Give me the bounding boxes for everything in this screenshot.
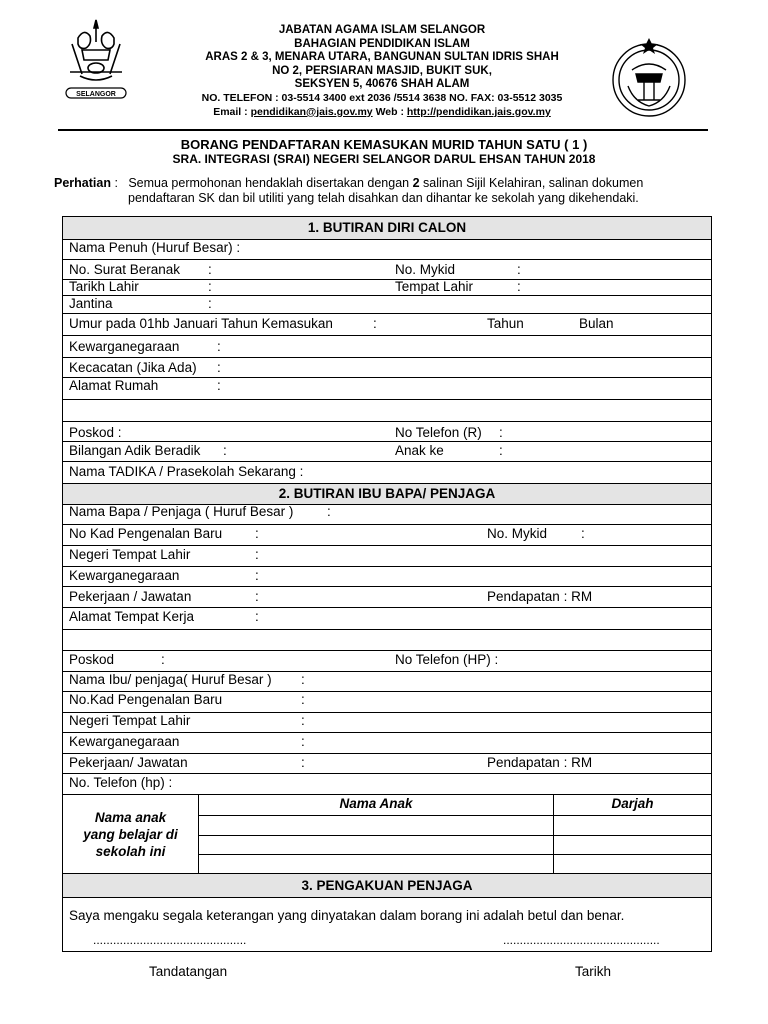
- field-alamat-rumah[interactable]: Alamat Rumah :: [63, 377, 711, 399]
- field-tarikh-tempat-lahir[interactable]: Tarikh Lahir : Tempat Lahir :: [63, 279, 711, 295]
- field-poskod-telefon-r[interactable]: Poskod : No Telefon (R) :: [63, 421, 711, 441]
- child-row-2-nama[interactable]: [199, 836, 553, 854]
- address-line-2: NO 2, PERSIARAN MASJID, BUKIT SUK,: [272, 64, 492, 77]
- child-row-3-darjah[interactable]: [554, 855, 711, 873]
- field-kp-ibu[interactable]: No.Kad Pengenalan Baru :: [63, 691, 711, 712]
- dept-name: BAHAGIAN PENDIDIKAN ISLAM: [294, 37, 470, 50]
- field-nama-bapa[interactable]: Nama Bapa / Penjaga ( Huruf Besar ) :: [63, 504, 711, 524]
- field-kewarganegaraan[interactable]: Kewarganegaraan :: [63, 335, 711, 357]
- child-row-2-darjah[interactable]: [554, 836, 711, 854]
- section-3-header: 3. PENGAKUAN PENJAGA: [63, 873, 711, 897]
- field-telefon-hp-ibu[interactable]: No. Telefon (hp) :: [63, 773, 711, 794]
- form-title: [0, 137, 768, 167]
- registration-form: [62, 216, 712, 979]
- field-pekerjaan-ibu[interactable]: Pekerjaan/ Jawatan : Pendapatan : RM: [63, 753, 711, 773]
- address-line-3: SEKSYEN 5, 40676 SHAH ALAM: [294, 78, 470, 91]
- org-name: JABATAN AGAMA ISLAM SELANGOR: [278, 24, 486, 36]
- date-line[interactable]: ...............................................: [503, 933, 660, 947]
- children-label: Nama anak yang belajar di sekolah ini: [83, 809, 178, 859]
- field-adik-anak-ke[interactable]: Bilangan Adik Beradik : Anak ke :: [63, 441, 711, 461]
- declaration-text: Saya mengaku segala keterangan yang dinyatakan dalam borang ini adalah betul dan benar.: [69, 908, 625, 923]
- title-line-2: SRA. INTEGRASI (SRAI) NEGERI SELANGOR DARUL EHSAN TAHUN 2018: [172, 152, 596, 166]
- field-negeri-ibu[interactable]: Negeri Tempat Lahir :: [63, 712, 711, 732]
- field-warga-bapa[interactable]: Kewarganegaraan :: [63, 566, 711, 586]
- field-tadika[interactable]: Nama TADIKA / Prasekolah Sekarang :: [63, 461, 711, 483]
- phone-fax: NO. TELEFON : 03-5514 3400 ext 2036 /5514 3638 NO. FAX: 03-5512 3035: [201, 91, 563, 104]
- title-line-1: BORANG PENDAFTARAN KEMASUKAN MURID TAHUN SATU ( 1 ): [180, 137, 588, 152]
- field-alamat-rumah-line-2[interactable]: [63, 399, 711, 421]
- declaration-area: [63, 897, 711, 951]
- field-negeri-bapa[interactable]: Negeri Tempat Lahir :: [63, 545, 711, 566]
- web-link[interactable]: http://pendidikan.jais.gov.my: [406, 105, 551, 118]
- notice-line-2: pendaftaran SK dan bil utiliti yang telah disahkan dan dihantar ke sekolah yang dikehendaki.: [128, 191, 639, 205]
- date-label: Tarikh: [575, 964, 612, 979]
- field-alamat-kerja-line-2[interactable]: [63, 629, 711, 650]
- header-divider: [58, 129, 708, 131]
- field-nama-penuh[interactable]: Nama Penuh (Huruf Besar) :: [63, 239, 711, 259]
- letterhead: [160, 24, 604, 119]
- field-kp-bapa[interactable]: No Kad Pengenalan Baru : No. Mykid :: [63, 524, 711, 545]
- col-header-nama-anak: Nama Anak: [339, 796, 413, 811]
- child-row-1-darjah[interactable]: [554, 816, 711, 835]
- children-table: [63, 794, 711, 874]
- field-poskod-telefon-hp[interactable]: Poskod : No Telefon (HP) :: [63, 650, 711, 671]
- field-umur[interactable]: Umur pada 01hb Januari Tahun Kemasukan : Tahun Bulan: [63, 313, 711, 335]
- child-row-1-nama[interactable]: [199, 816, 553, 835]
- field-alamat-kerja[interactable]: Alamat Tempat Kerja :: [63, 607, 711, 629]
- notice-label: Perhatian: [54, 176, 111, 190]
- field-jantina[interactable]: Jantina :: [63, 295, 711, 313]
- field-surat-mykid[interactable]: No. Surat Beranak : No. Mykid :: [63, 259, 711, 279]
- field-warga-ibu[interactable]: Kewarganegaraan :: [63, 732, 711, 753]
- section-1-header: 1. BUTIRAN DIRI CALON: [63, 217, 711, 239]
- contact-line: Email : pendidikan@jais.gov.my Web : http://pendidikan.jais.gov.my: [213, 105, 551, 118]
- selangor-crest-logo: [56, 14, 136, 106]
- signature-label: Tandatangan: [149, 964, 228, 979]
- col-header-darjah: Darjah: [611, 796, 654, 811]
- child-row-3-nama[interactable]: [199, 855, 553, 873]
- jais-emblem-logo: [608, 30, 690, 122]
- section-2-header: 2. BUTIRAN IBU BAPA/ PENJAGA: [63, 483, 711, 504]
- notice: Perhatian : Semua permohonan hendaklah disertakan dengan 2 salinan Sijil Kelahiran, salinan dokumen pendaftaran SK dan bil utiliti yang telah disahkan dan dihantar ke sekolah yang dikehendaki.: [54, 176, 714, 206]
- field-nama-ibu[interactable]: Nama Ibu/ penjaga( Huruf Besar ) :: [63, 671, 711, 691]
- field-pekerjaan-bapa[interactable]: Pekerjaan / Jawatan : Pendapatan : RM: [63, 586, 711, 607]
- signature-line[interactable]: ..............................................: [93, 933, 247, 947]
- address-line-1: ARAS 2 & 3, MENARA UTARA, BANGUNAN SULTAN IDRIS SHAH: [205, 51, 559, 64]
- email-link[interactable]: pendidikan@jais.gov.my: [250, 105, 373, 118]
- field-kecacatan[interactable]: Kecacatan (Jika Ada) :: [63, 357, 711, 377]
- svg-text:SELANGOR: SELANGOR: [76, 91, 116, 98]
